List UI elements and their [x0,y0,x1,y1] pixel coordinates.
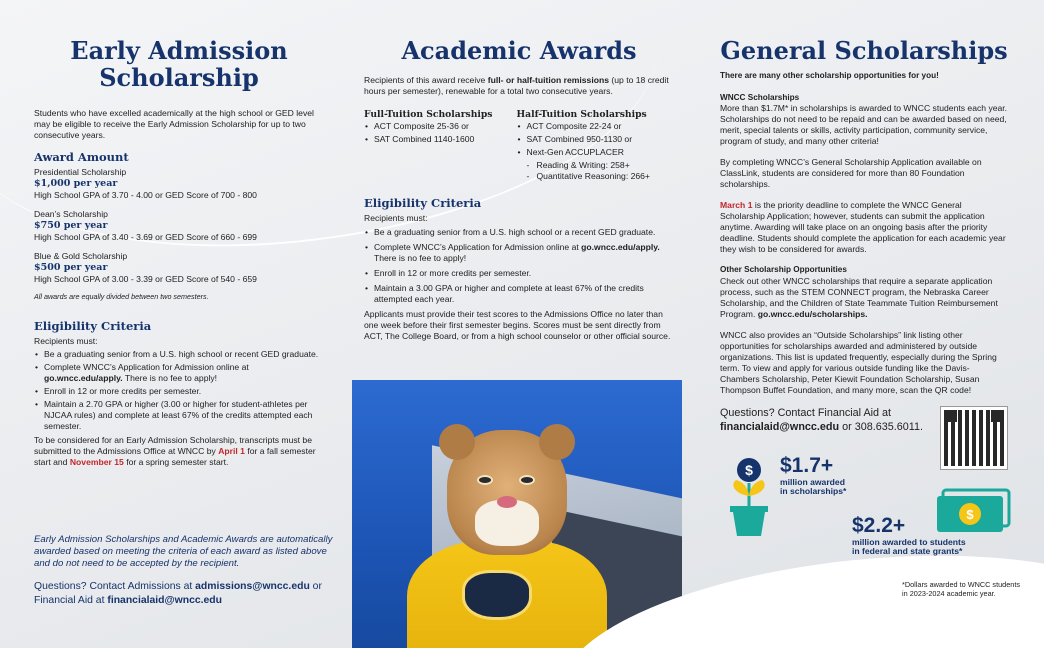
cougar-logo-icon [462,570,532,620]
list-item: • ACT Composite 22-24 or [516,121,649,132]
apply-link[interactable]: go.wncc.edu/apply. [44,373,123,384]
admissions-contact: Questions? Contact Admissions at admissions@wncc.edu or Financial Aid at financialaid@wncc.edu [34,581,322,606]
list-item: • Enroll in 12 or more credits per semester. [364,268,674,279]
early-eligibility-heading: Eligibility Criteria [34,319,152,334]
admissions-email-link[interactable]: admissions@wncc.edu [195,581,310,592]
list-item: • Complete WNCC’s Application for Admission online at go.wncc.edu/apply. There is no fee to apply! [364,242,674,264]
list-item: • Next-Gen ACCUPLACER [516,147,649,158]
november-deadline: November 15 [69,457,124,468]
money-plant-icon [722,456,780,538]
mascot-head [447,430,567,555]
list-item: • Enroll in 12 or more credits per semester. [34,386,324,397]
full-tuition-block: Full-Tuition Scholarships • ACT Composite 25-36 or • SAT Combined 1140-1600 [364,109,492,182]
list-item: • Maintain a 3.00 GPA or higher and complete at least 67% of the credits attempted each year. [364,283,674,305]
award-blue-gold: Blue & Gold Scholarship $500 per year High School GPA of 3.00 - 3.39 or GED Score of 540 - 659 [34,251,257,285]
list-item: - Quantitative Reasoning: 266+ [526,171,649,182]
ear-icon [439,424,475,460]
half-tuition-block: Half-Tuition Scholarships • ACT Composite 22-24 or • SAT Combined 950-1130 or • Next-Gen ACCUPLACER - Reading & Writing: 258+ - Quantitative Reasoning: 266+ [516,109,649,182]
award-presidential: Presidential Scholarship $1,000 per year High School GPA of 3.70 - 4.00 or GED Score of 700 - 800 [34,166,257,200]
financial-aid-email-link[interactable]: financialaid@wncc.edu [107,594,223,606]
tuition-scholarship-types [364,109,674,182]
list-item: • Maintain a 2.70 GPA or higher (3.00 or higher for student-athletes per NJCAA rules) and complete at least 67% of the credits attempted each semester. [34,399,324,432]
early-admission-column [34,0,324,468]
automatic-award-note: Early Admission Scholarships and Academic Awards are automatically awarded based on meeting the criteria of each award as listed above and do not need to be accepted by the recipient. [34,534,333,569]
list-item: • Complete WNCC’s Application for Admission online at go.wncc.edu/apply. There is no fee to apply! [34,362,324,384]
list-item: • Be a graduating senior from a U.S. high school or a recent GED graduate. [364,227,674,238]
mascot-shirt [407,540,607,648]
general-subtitle: There are many other scholarship opportunities for you! [720,70,939,80]
ear-icon [539,424,575,460]
list-item: • ACT Composite 25-36 or [364,121,492,132]
priority-deadline: March 1 is the priority deadline to complete the WNCC General Scholarship Application; however, students can submit the application anytime. Awarding will take place on an ongoing basis after the priority deadline. Students should complete the application for each academic year they wish to be considered for awards. [720,200,1006,255]
mascot-photo [352,380,682,648]
award-amount-heading: Award Amount [34,149,129,164]
list-item: • Be a graduating senior from a U.S. high school or recent GED graduate. [34,349,324,360]
award-deans: Dean’s Scholarship $750 per year High School GPA of 3.40 - 3.69 or GED Score of 660 - 699 [34,208,257,243]
early-admission-intro: Students who have excelled academically at the high school or GED level may be eligible to receive the Early Admission Scholarship for up to two consecutive years. [34,107,314,140]
scholarships-link[interactable]: go.wncc.edu/scholarships. [757,308,868,319]
eye-icon [477,475,493,485]
wncc-scholarships-section: WNCC Scholarships More than $1.7M* in scholarships is awarded to WNCC students each year. Scholarships do not need to be repaid and can be awarded based on need, merit, special talents or skills, activity participation, community service, program of study, and many other criteria! [720,92,1008,147]
transcript-deadline: To be considered for an Early Admission Scholarship, transcripts must be submitted to the Admissions Office at WNCC by April 1 for a fall semester start and November 15 for a spring semester start. [34,435,316,468]
other-opportunities-section: Other Scholarship Opportunities Check out other WNCC scholarships that require a separate application process, such as the STEM CONNECT program, the Nebraska Career Scholarship, and the Children of State Teammate Tuition Reimbursement Program. go.wncc.edu/scholarships. [720,265,998,319]
academic-eligibility-heading: Eligibility Criteria [364,195,482,210]
svg-text:$: $ [966,507,974,522]
academic-awards-title: Academic Awards [401,36,637,65]
academic-eligibility-list [364,227,674,305]
test-scores-note: Applicants must provide their test scores to the Admissions Office no later than one week before their first semester begins. Scores must be sent directly from ACT, The College Board, or from a high school counselor or other official source. [364,308,671,341]
academic-awards-column: Academic Awards Recipients of this award receive full- or half-tuition remissions (up to 18 credit hours per semester), renewable for a total two consecutive years. Full-Tuition Scholarships • ACT Composite 25-36 or • SAT Combined 1140-1600 Half-Tuition Scholarships • ACT Composite 22-24 or • SAT Combined 950-1130 or • Next-Gen ACCUPLACER - Reading & Writing: 258+ - Quantitative Reasoning: 266+ Eligibility Criteria Recipients must: • Be a graduating senior from a U.S. high school or a recent GED graduate. • Complete WNCC’s Application for Admission online at go.wncc.edu/apply. There is no fee to apply! • Enroll in 12 or more credits per semester. • Maintain a 3.00 GPA or higher and complete at least 67% of the credits attempted each year. Applicants must provide their test scores to the Admissions Office no later than one week before their first semester begins. Scores must be sent directly from ACT, The College Board, or from a high school counselor or other official source. [364,0,674,342]
nose-icon [497,496,517,508]
stat-scholarships: $1.7+ million awarded in scholarships* [780,454,847,497]
financial-aid-email-link[interactable]: financialaid@wncc.edu [720,421,840,434]
financial-aid-contact: Questions? Contact Financial Aid at financialaid@wncc.edu or 308.635.6011. [720,407,923,434]
svg-text:$: $ [745,462,753,478]
academic-intro: Recipients of this award receive full- or half-tuition remissions (up to 18 credit hours per semester), renewable for a total two consecutive years. [364,74,669,96]
april-deadline: April 1 [218,446,245,457]
list-item: - Reading & Writing: 258+ [526,160,649,171]
qr-code-icon[interactable] [940,406,1008,470]
dollars-footnote: *Dollars awarded to WNCC students in 2023-2024 academic year. [902,580,1021,599]
apply-link[interactable]: go.wncc.edu/apply. [581,241,660,252]
list-item: • SAT Combined 1140-1600 [364,134,492,145]
outside-scholarships-paragraph: WNCC also provides an “Outside Scholarships” link listing other opportunities for scholarships awarded and administered by outside organizations. This list is updated frequently, especially during the Spring term. To view and apply for various outside funding like the Davis-Chambers Scholarship, Peter Kiewit Foundation Scholarship, Susan Thompson Buffet Foundation, and many more, scan the QR code! [720,329,997,395]
general-scholarships-title: General Scholarships [720,36,1008,65]
early-eligibility-list [34,349,324,432]
general-scholarships-column [720,0,1008,396]
classlink-paragraph: By completing WNCC’s General Scholarship Application available on ClassLink, students are considered for more than 80 Foundation scholarships. [720,157,982,190]
stat-grants: $2.2+ million awarded to students in federal and state grants* [852,514,966,557]
list-item: • SAT Combined 950-1130 or [516,134,649,145]
early-admission-title: Early Admission Scholarship [70,36,288,92]
eye-icon [519,475,535,485]
awards-divided-note: All awards are equally divided between two semesters. [34,292,209,302]
early-elig-intro: Recipients must: [34,336,98,347]
